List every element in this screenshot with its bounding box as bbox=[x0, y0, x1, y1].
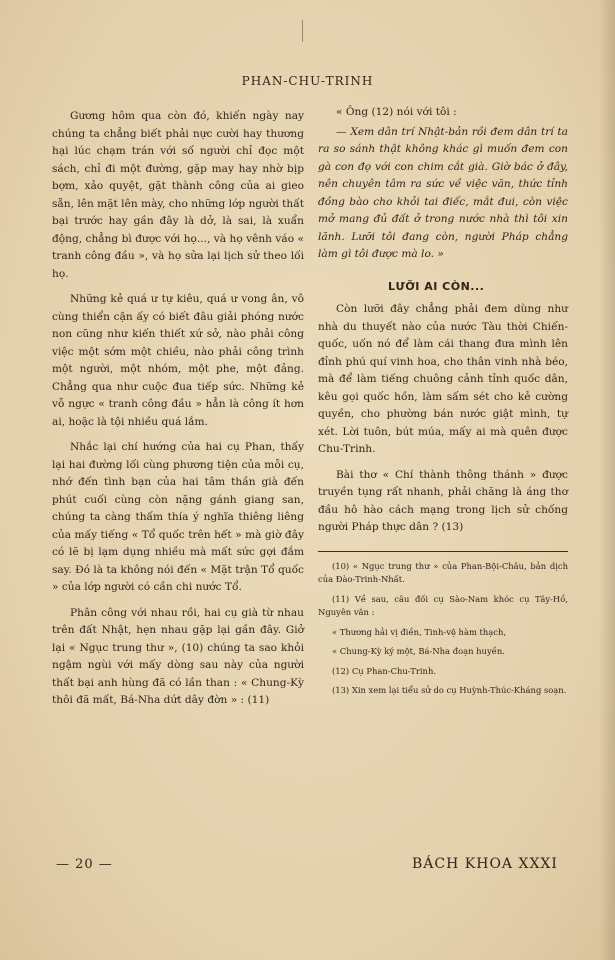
footnote: « Thương hải vị điền, Tinh-vệ hàm thạch, bbox=[332, 626, 507, 637]
footnote: (11) Về sau, câu đối cụ Sào-Nam khóc cụ Tây-Hồ, Nguyên văn : bbox=[318, 593, 568, 617]
publication-name: BÁCH KHOA XXXI bbox=[412, 856, 558, 872]
section-heading: LƯỠI AI CÒN... bbox=[388, 279, 485, 293]
paragraph: Những kẻ quá ư tự kiêu, quá ư vong ân, vô cùng thiển cận ấy có biết đâu giải phóng nước non cũng như kiến thiết xứ sở, nào phải công việc một sớm một chiều, nào phải công trình một người, một nhóm, một phe, một đảng. Chẳng qua như cuộc đua tiếp sức. Những kẻ vỗ ngực « tranh công đầu » hẳn là công ít hơn ai, hoặc là tội nhiều quá lắm. bbox=[52, 293, 304, 428]
paragraph: Phân công với nhau rồi, hai cụ già từ nhau trên đất Nhật, hẹn nhau gặp lại gần đây. Giở lại « Ngục trung thư », (10) chúng ta sao khỏi ngậm ngùi với mấy dòng sau này của người thất bại anh hùng đã có lần than : « Chung-Kỳ thôi đã mất, Bá-Nha dứt dây đờn » : (11) bbox=[52, 606, 304, 706]
quote-paragraph: — Xem dân trí Nhật-bản rồi đem dân trí ta ra so sánh thật không khác gì muốn đem con gà con đọ với con chim cắt già. Giờ bác ở đây, nên chuyên tâm ra sức về việc văn, thức tỉnh đồng bào cho khỏi tai điếc, mắt đui, còn việc mở mang đủ đất ở trong nước nhà thì tôi xin lãnh. Lưỡi tôi đang còn, người Pháp chẳng làm gì tôi được mà lo. » bbox=[318, 125, 568, 260]
quote-intro: « Ông (12) nói với tôi : bbox=[336, 106, 457, 118]
page-number: — 20 — bbox=[56, 857, 113, 872]
footnote: « Chung-Kỳ ký một, Bá-Nha đoạn huyền. bbox=[332, 646, 505, 656]
left-column bbox=[52, 108, 304, 718]
paragraph: Nhắc lại chí hướng của hai cụ Phan, thấy lại hai đường lối cùng phương tiện của mỗi cụ, nhớ đến tình bạn của hai tâm thần già đến phút cuối cùng còn nặng gánh giang san, chúng ta càng thấm thía ý nghĩa thiêng liêng của mấy tiếng « Tổ quốc trên hết » mà giờ đây có lẽ bị lạm dụng nhiều mà mất sức gợi đắm say. Đó là ta không nói đến « Mặt trận Tổ quốc » của lớp người có cần chi nước Tổ. bbox=[52, 441, 304, 593]
footnote: (12) Cụ Phan-Chu-Trinh. bbox=[332, 665, 437, 676]
footnote: (13) Xin xem lại tiểu sử do cụ Huỳnh-Thúc-Kháng soạn. bbox=[332, 685, 567, 695]
paragraph: Còn lưỡi đây chẳng phải đem dùng như nhà du thuyết nào của nước Tàu thời Chiến-quốc, uốn nó để làm cái thang đưa mình lên đỉnh phú quí vinh hoa, cho thân vinh nhà béo, mà để làm tiếng chuông cảnh tỉnh quốc dân, kêu gọi quốc hồn, làm sấm sét cho kẻ cường quyền, cho phường bán nước giật mình, tự xét. Lời tuôn, bút múa, mấy ai mà quên được Chu-Trinh. bbox=[318, 303, 568, 455]
fold-mark bbox=[302, 20, 303, 42]
footnote: (10) « Ngục trung thư » của Phan-Bội-Châu, bản dịch của Đào-Trinh-Nhất. bbox=[318, 560, 568, 584]
footnotes bbox=[318, 560, 568, 698]
page-edge-shadow bbox=[599, 0, 615, 960]
paragraph: Gương hôm qua còn đó, khiến ngày nay chúng ta chẳng biết phải nực cười hay thương hại lúc chạm trán với số người chỉ đọc một sách, chỉ đi một đường, gặp may hay nhờ bịp bợm, xảo quyệt, gặt thành công của ai gieo sẵn, lên mặt lên mày, cho những lớp người thất bại trước hay gần đây là dở, là sai, là xuẩn động, chẳng bì được với họ..., và họ vênh váo « tranh công đầu », và họ sửa lại lịch sử theo lối họ. bbox=[52, 110, 304, 280]
footnote-divider bbox=[318, 551, 568, 552]
right-column bbox=[318, 104, 568, 704]
paragraph: Bài thơ « Chí thành thông thánh » được truyền tụng rất nhanh, phải chăng là áng thơ đầu hô hào cách mạng trong lịch sử chống người Pháp thực dân ? (13) bbox=[318, 468, 568, 533]
running-head: PHAN-CHU-TRINH bbox=[241, 74, 374, 88]
